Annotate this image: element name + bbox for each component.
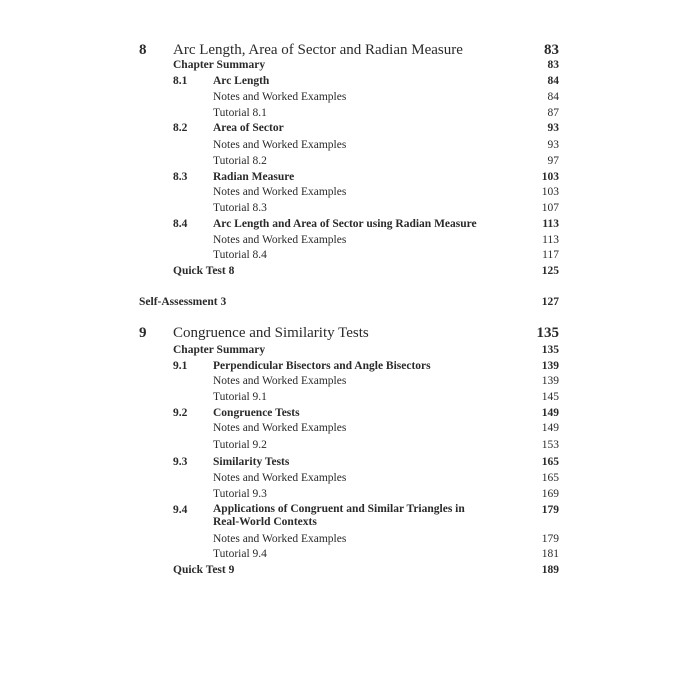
entry-label: Notes and Worked Examples	[213, 139, 347, 151]
section-title: Perpendicular Bisectors and Angle Bisectors	[213, 360, 431, 372]
entry-label: Notes and Worked Examples	[213, 472, 347, 484]
entry-label: Tutorial 9.2	[213, 439, 267, 451]
entry-label: Notes and Worked Examples	[213, 533, 347, 545]
entry-page: 145	[541, 391, 559, 403]
entry-label: Chapter Summary	[173, 344, 266, 356]
entry-page: 117	[542, 249, 559, 261]
section-page: 179	[541, 504, 559, 516]
section-title: Real-World Contexts	[213, 516, 317, 528]
entry-page: 165	[541, 472, 559, 484]
entry-label: Tutorial 9.4	[213, 548, 267, 560]
entry-label: Chapter Summary	[173, 59, 266, 71]
entry-page: 139	[541, 375, 559, 387]
chapter-page: 83	[544, 42, 559, 58]
section-title: Area of Sector	[213, 122, 284, 134]
entry-page: 149	[541, 422, 559, 434]
entry-page: 125	[541, 265, 559, 277]
entry-label: Notes and Worked Examples	[213, 375, 347, 387]
chapter-number: 9	[139, 325, 147, 341]
entry-page: 189	[541, 564, 559, 576]
entry-page: 87	[547, 107, 559, 119]
chapter-page: 135	[536, 325, 559, 341]
section-number: 9.4	[173, 504, 188, 516]
entry-page: 93	[547, 139, 559, 151]
entry-label: Tutorial 8.4	[213, 249, 267, 261]
section-page: 165	[541, 456, 559, 468]
entry-label: Quick Test 8	[173, 265, 235, 277]
section-page: 103	[541, 171, 559, 183]
entry-page: 84	[547, 91, 559, 103]
entry-label: Notes and Worked Examples	[213, 91, 347, 103]
section-title: Radian Measure	[213, 171, 295, 183]
entry-page: 179	[541, 533, 559, 545]
chapter-title: Congruence and Similarity Tests	[173, 325, 369, 341]
section-title: Arc Length	[213, 75, 270, 87]
section-number: 8.3	[173, 171, 188, 183]
section-number: 8.2	[173, 122, 188, 134]
section-page: 93	[547, 122, 559, 134]
entry-label: Quick Test 9	[173, 564, 235, 576]
section-title: Arc Length and Area of Sector using Radian Measure	[213, 218, 477, 230]
section-page: 139	[541, 360, 559, 372]
section-page: 149	[541, 407, 559, 419]
entry-label: Tutorial 8.1	[213, 107, 267, 119]
entry-page: 153	[541, 439, 559, 451]
section-number: 9.3	[173, 456, 188, 468]
entry-page: 83	[547, 59, 559, 71]
entry-page: 127	[541, 296, 559, 308]
section-page: 84	[547, 75, 559, 87]
entry-label: Self-Assessment 3	[139, 296, 227, 308]
entry-label: Notes and Worked Examples	[213, 186, 347, 198]
entry-page: 107	[541, 202, 559, 214]
section-number: 8.4	[173, 218, 188, 230]
section-title: Congruence Tests	[213, 407, 300, 419]
entry-label: Tutorial 8.3	[213, 202, 267, 214]
chapter-number: 8	[139, 42, 147, 58]
entry-label: Tutorial 9.1	[213, 391, 267, 403]
entry-label: Tutorial 8.2	[213, 155, 267, 167]
section-number: 9.2	[173, 407, 188, 419]
chapter-title: Arc Length, Area of Sector and Radian Measure	[173, 42, 463, 58]
entry-page: 97	[547, 155, 559, 167]
entry-page: 169	[541, 488, 559, 500]
entry-page: 103	[541, 186, 559, 198]
entry-page: 135	[541, 344, 559, 356]
section-number: 9.1	[173, 360, 188, 372]
section-title: Applications of Congruent and Similar Triangles in	[213, 503, 465, 515]
entry-label: Notes and Worked Examples	[213, 422, 347, 434]
entry-page: 181	[541, 548, 559, 560]
entry-page: 113	[542, 234, 559, 246]
section-number: 8.1	[173, 75, 188, 87]
section-title: Similarity Tests	[213, 456, 290, 468]
section-page: 113	[542, 218, 559, 230]
entry-label: Notes and Worked Examples	[213, 234, 347, 246]
entry-label: Tutorial 9.3	[213, 488, 267, 500]
